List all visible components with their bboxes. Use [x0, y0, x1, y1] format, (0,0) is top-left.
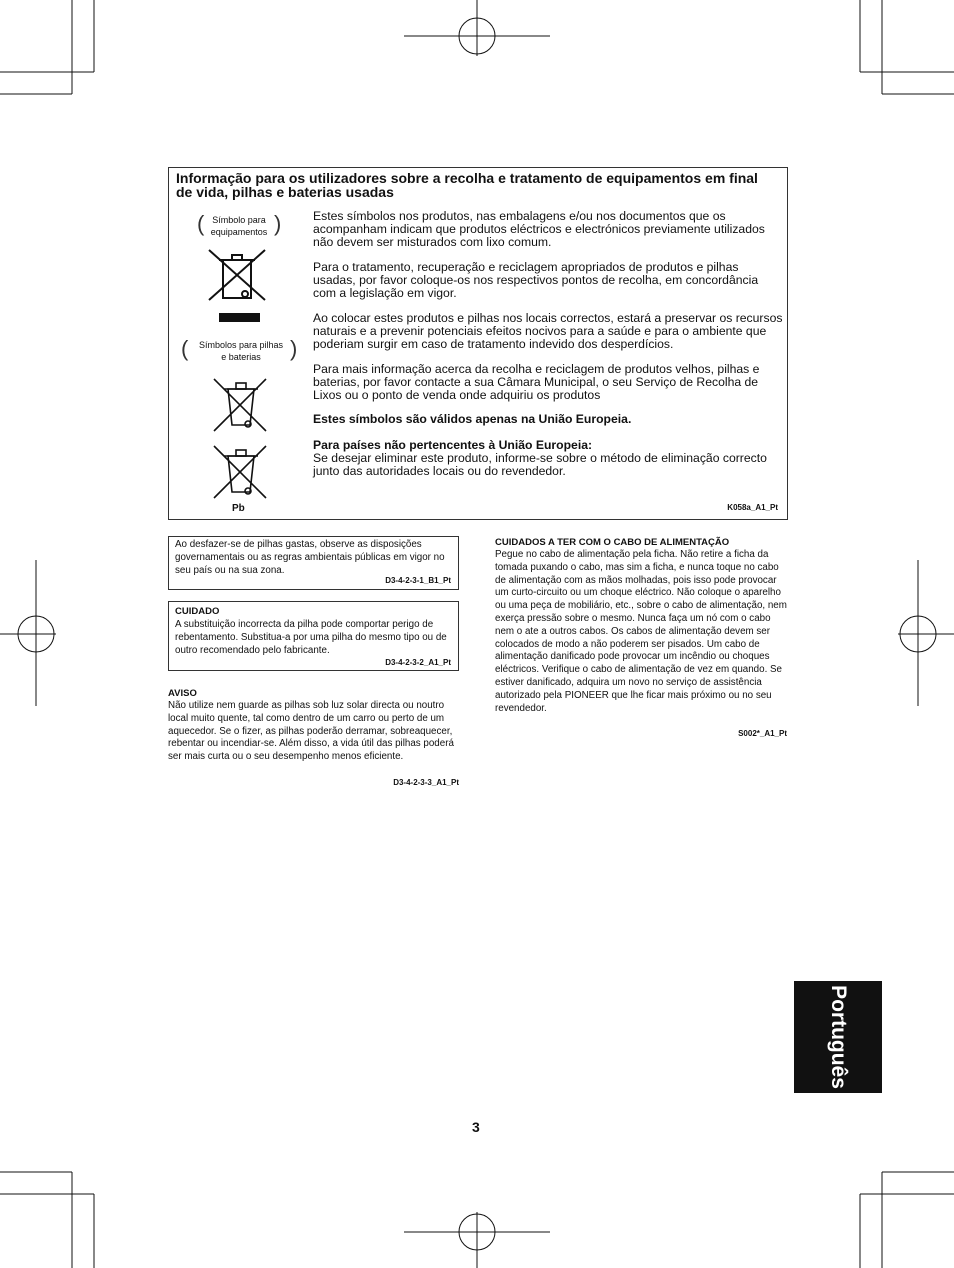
underline-bar — [219, 313, 260, 322]
left-paren-2: ( — [181, 336, 189, 361]
non-eu-text: Se desejar eliminar este produto, informe-se sobre o método de eliminação correcto junto das autoridades locais ou do revendedor. — [313, 451, 767, 478]
left-paren: ( — [197, 211, 205, 236]
weee-paragraph-2: Para o tratamento, recuperação e reciclagem apropriados de produtos e pilhas usadas, por favor coloque-os nos respectivos pontos de recolha, em concordância com a legislação em vigor. — [313, 260, 759, 300]
battery-disposal-code: D3-4-2-3-1_B1_Pt — [385, 576, 451, 585]
power-cord-text: Pegue no cabo de alimentação pela ficha. Não retire a ficha da tomada puxando o cabo, mas sim a ficha, e nunca toque no cabo de alimentação com as mãos molhadas, pois isso pode provocar um curto-circuito ou um choque eléctrico. Não coloque o aparelho ou uma peça de mobiliário, etc., sobre o cabo de alimentação, nem exerça pressão sobre o mesmo. Nunca faça um nó com o cabo nem o ate a outros cabos. Os cabos de alimentação devem ser colocados de modo a não poderem ser pisados. Um cabo de alimentação danificado pode provocar um incêndio ou choques eléctricos. Verifique o cabo de alimentação de vez em quando. Se estiver danificado, adquira um novo no serviço de assistência autorizado pela PIONEER que lhe ficar mais próximo ou no seu revendedor. — [495, 549, 787, 714]
pb-label: Pb — [232, 503, 245, 514]
weee-paragraph-4: Para mais informação acerca da recolha e reciclagem de produtos velhos, pilhas e baterias, por favor contacte a sua Câmara Municipal, o seu Serviço de Recolha de Lixos ou o ponto de venda onde adquiriu os produtos — [313, 362, 760, 402]
weee-paragraph-1: Estes símbolos nos produtos, nas embalagens e/ou nos documentos que os acompanham indicam que produtos eléctricos e electrónicos previamente utilizados não devem ser misturados com lixo comum. — [313, 209, 765, 249]
language-tab — [794, 981, 882, 1093]
crossed-bin-equipment-icon — [205, 248, 269, 314]
warning-text: Não utilize nem guarde as pilhas sob luz solar directa ou noutro local muito quente, tal como dentro de um carro ou perto de um aquecedor. Se o fizer, as pilhas poderão derramar, sobreaquecer, rebentar ou incendiar-se. Além disso, a vida útil das pilhas poderá ser mais curta ou o seu desempenho menos eficiente. — [168, 700, 454, 763]
crossed-bin-pb-icon — [210, 444, 270, 504]
non-eu-heading: Para países não pertencentes à União Europeia: — [313, 438, 593, 452]
symbol-equipment-label: Símbolo para equipamentos — [210, 215, 268, 237]
crossed-bin-battery-icon — [210, 377, 270, 437]
caution-code: D3-4-2-3-2_A1_Pt — [385, 658, 451, 667]
language-tab-label: Português — [827, 985, 850, 1089]
caution-text: A substituição incorrecta da pilha pode comportar perigo de rebentamento. Substitua-a por uma pilha do mesmo tipo ou de outro recomendado pelo fabricante. — [175, 619, 447, 656]
symbol-batteries-label: Símbolos para pilhas e baterias — [198, 340, 284, 362]
caution-heading: CUIDADO — [175, 606, 220, 617]
power-cord-code: S002*_A1_Pt — [738, 729, 787, 738]
warning-code: D3-4-2-3-3_A1_Pt — [393, 778, 459, 787]
right-paren-2: ) — [290, 336, 298, 361]
page-number: 3 — [472, 1119, 480, 1135]
right-paren: ) — [274, 211, 282, 236]
power-cord-heading: CUIDADOS A TER COM O CABO DE ALIMENTAÇÃO — [495, 537, 730, 548]
warning-heading: AVISO — [168, 688, 197, 699]
weee-paragraph-3: Ao colocar estes produtos e pilhas nos locais correctos, estará a preservar os recursos naturais e a prevenir potenciais efeitos nocivos para a saúde e para o ambiente que poderiam surgir em caso de tratamento indevido dos desperdícios. — [313, 311, 783, 351]
eu-valid-note: Estes símbolos são válidos apenas na União Europeia. — [313, 412, 632, 426]
weee-code: K058a_A1_Pt — [727, 503, 778, 512]
battery-disposal-text: Ao desfazer-se de pilhas gastas, observe as disposições governamentais ou as regras ambientais públicas em vigor no seu país ou na sua zona. — [175, 539, 445, 576]
weee-title: Informação para os utilizadores sobre a recolha e tratamento de equipamentos em final de vida, pilhas e baterias usadas — [176, 170, 758, 200]
